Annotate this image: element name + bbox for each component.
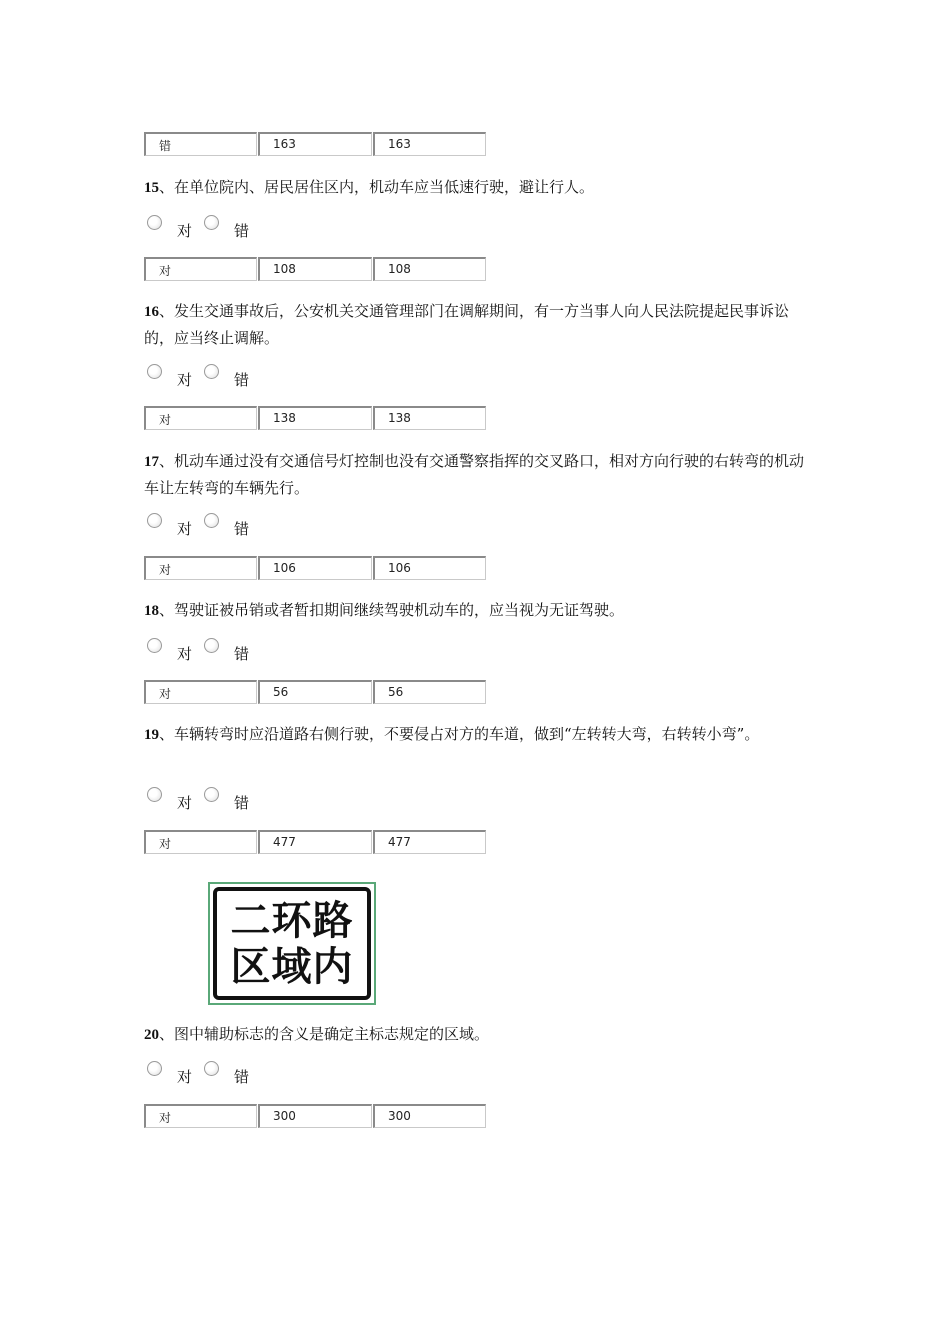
answer-cell: 对 bbox=[144, 830, 257, 854]
question-number: 20 bbox=[144, 1027, 159, 1043]
question-text: 、图中辅助标志的含义是确定主标志规定的区域。 bbox=[159, 1025, 490, 1043]
answer-cell: 对 bbox=[144, 257, 257, 281]
question-number: 15 bbox=[144, 180, 159, 196]
auxiliary-sign-image bbox=[208, 882, 376, 1005]
count-cell: 138 bbox=[373, 406, 486, 430]
option-label: 错 bbox=[234, 520, 250, 538]
count-cell: 106 bbox=[373, 556, 486, 580]
answer-row bbox=[144, 556, 487, 582]
count-cell: 106 bbox=[258, 556, 372, 580]
question-15 bbox=[144, 174, 814, 201]
question-text: 、驾驶证被吊销或者暂扣期间继续驾驶机动车的，应当视为无证驾驶。 bbox=[159, 601, 625, 619]
question-number: 18 bbox=[144, 603, 159, 619]
radio-true[interactable] bbox=[147, 364, 162, 379]
option-label: 对 bbox=[177, 1068, 193, 1086]
answer-cell: 对 bbox=[144, 406, 257, 430]
question-number: 17 bbox=[144, 454, 159, 470]
question-16 bbox=[144, 298, 814, 351]
radio-true[interactable] bbox=[147, 513, 162, 528]
radio-true[interactable] bbox=[147, 787, 162, 802]
count-cell: 163 bbox=[373, 132, 486, 156]
radio-false[interactable] bbox=[204, 638, 219, 653]
count-cell: 108 bbox=[258, 257, 372, 281]
answer-cell: 对 bbox=[144, 680, 257, 704]
option-label: 错 bbox=[234, 222, 250, 240]
radio-false[interactable] bbox=[204, 364, 219, 379]
question-18 bbox=[144, 597, 814, 624]
count-cell: 56 bbox=[258, 680, 372, 704]
radio-false[interactable] bbox=[204, 787, 219, 802]
answer-cell: 对 bbox=[144, 556, 257, 580]
answer-row bbox=[144, 406, 487, 432]
option-label: 对 bbox=[177, 371, 193, 389]
option-label: 对 bbox=[177, 645, 193, 663]
answer-row bbox=[144, 1104, 487, 1130]
answer-row bbox=[144, 680, 487, 706]
sign-text-line1: 二环路 bbox=[230, 897, 354, 944]
option-label: 错 bbox=[234, 1068, 250, 1086]
radio-true[interactable] bbox=[147, 1061, 162, 1076]
count-cell: 163 bbox=[258, 132, 372, 156]
answer-row bbox=[144, 132, 487, 158]
question-number: 16 bbox=[144, 304, 159, 320]
answer-cell: 对 bbox=[144, 1104, 257, 1128]
question-17 bbox=[144, 448, 814, 501]
radio-false[interactable] bbox=[204, 513, 219, 528]
question-text: 、机动车通过没有交通信号灯控制也没有交通警察指挥的交叉路口，相对方向行驶的右转弯的机动车让左转弯的车辆先行。 bbox=[144, 452, 805, 497]
question-20 bbox=[144, 1021, 814, 1048]
option-label: 错 bbox=[234, 794, 250, 812]
count-cell: 56 bbox=[373, 680, 486, 704]
question-number: 19 bbox=[144, 727, 159, 743]
sign-text-line2: 区域内 bbox=[230, 943, 354, 990]
question-text: 、在单位院内、居民居住区内，机动车应当低速行驶，避让行人。 bbox=[159, 178, 595, 196]
option-label: 对 bbox=[177, 222, 193, 240]
radio-true[interactable] bbox=[147, 215, 162, 230]
question-19 bbox=[144, 721, 814, 748]
answer-row bbox=[144, 257, 487, 283]
count-cell: 108 bbox=[373, 257, 486, 281]
option-label: 对 bbox=[177, 794, 193, 812]
count-cell: 300 bbox=[258, 1104, 372, 1128]
count-cell: 477 bbox=[258, 830, 372, 854]
answer-row bbox=[144, 830, 487, 856]
radio-true[interactable] bbox=[147, 638, 162, 653]
question-text: 、发生交通事故后，公安机关交通管理部门在调解期间，有一方当事人向人民法院提起民事诉讼的，应当终止调解。 bbox=[144, 302, 790, 347]
question-text: 、车辆转弯时应沿道路右侧行驶，不要侵占对方的车道，做到“左转转大弯，右转转小弯”。 bbox=[159, 725, 760, 743]
answer-cell: 错 bbox=[144, 132, 257, 156]
count-cell: 138 bbox=[258, 406, 372, 430]
count-cell: 300 bbox=[373, 1104, 486, 1128]
option-label: 错 bbox=[234, 645, 250, 663]
count-cell: 477 bbox=[373, 830, 486, 854]
radio-false[interactable] bbox=[204, 1061, 219, 1076]
option-label: 对 bbox=[177, 520, 193, 538]
option-label: 错 bbox=[234, 371, 250, 389]
sign-border bbox=[213, 887, 371, 1000]
radio-false[interactable] bbox=[204, 215, 219, 230]
